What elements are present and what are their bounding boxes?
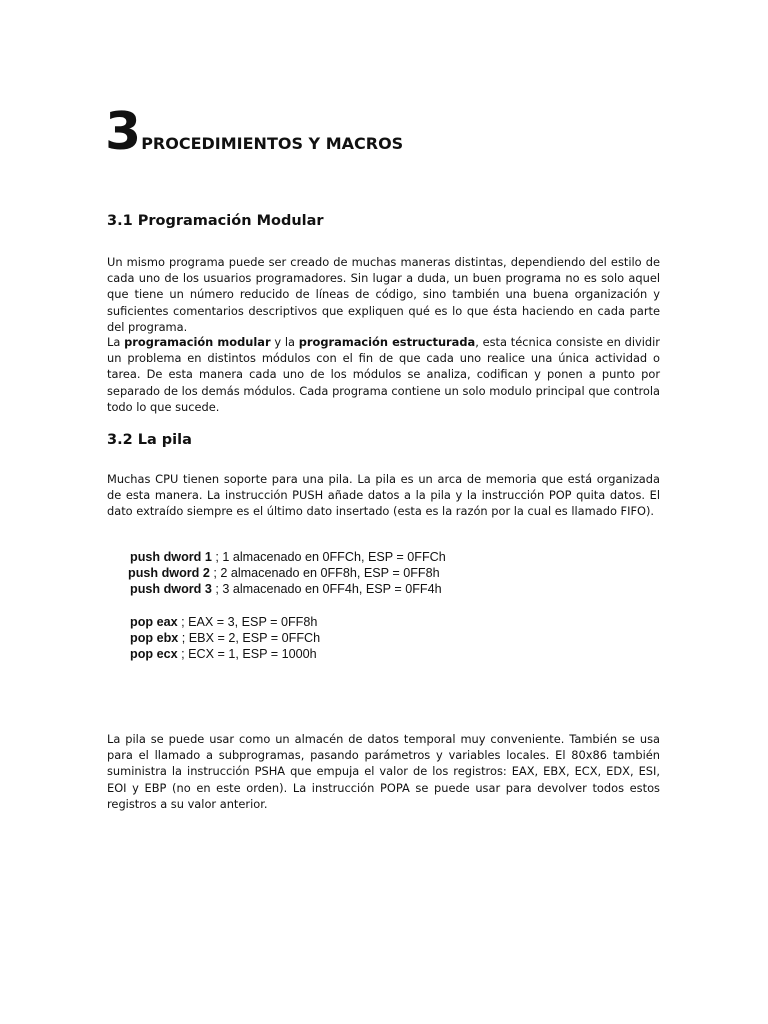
code-instruction: pop ecx (130, 647, 178, 662)
section-heading-3-1: 3.1 Programación Modular (107, 213, 324, 229)
code-comment: ; 2 almacenado en 0FF8h, ESP = 0FF8h (209, 566, 440, 581)
code-comment: ; 3 almacenado en 0FF4h, ESP = 0FF4h (211, 582, 442, 597)
code-line-push-3 (130, 581, 446, 597)
code-line-push-2 (128, 565, 446, 581)
chapter-title: PROCEDIMIENTOS Y MACROS (141, 134, 404, 153)
code-instruction: pop eax (130, 615, 178, 629)
code-comment: ; EBX = 2, ESP = 0FFCh (178, 631, 321, 646)
code-line-pop-1 (130, 614, 320, 630)
text-fragment: , esta técnica consiste en dividir un problema en distintos módulos con el fin de que cada uno realice una única actividad o tarea. De esta manera cada uno de los módulos se analiza, codifican y ponen a punto por separado de los demás módulos. Cada programa contiene un solo modulo principal que controla todo lo que sucede. (107, 335, 660, 414)
code-instruction: push dword 1 (130, 550, 212, 564)
chapter-heading (105, 100, 403, 164)
text-fragment: La (107, 335, 125, 349)
push-code-block (130, 549, 446, 598)
bold-term-structured: programación estructurada (298, 335, 476, 349)
pop-code-block (130, 614, 320, 663)
code-instruction: push dword 2 (128, 566, 210, 581)
code-comment: ; ECX = 1, ESP = 1000h (177, 647, 317, 662)
code-line-push-1 (130, 549, 446, 565)
paragraph-stack-usage: La pila se puede usar como un almacén de datos temporal muy conveniente. También se usa para el llamado a subprogramas, pasando parámetros y variables locales. El 80x86 también suministra la instrucción PSHA que empuja el valor de los registros: EAX, EBX, ECX, EDX, ESI, EOI y EBP (no en este orden). La instrucción POPA se puede usar para devolver todos estos registros a su valor anterior. (107, 732, 660, 811)
code-line-pop-2 (130, 630, 320, 646)
paragraph-modular-definition (107, 334, 660, 415)
code-instruction: push dword 3 (130, 582, 212, 597)
chapter-number: 3 (105, 102, 141, 162)
paragraph-stack-intro: Muchas CPU tienen soporte para una pila. La pila es un arca de memoria que está organizada de esta manera. La instrucción PUSH añade datos a la pila y la instrucción POP quita datos. El dato extraído siempre es el último dato insertado (esta es la razón por la cual es llamado FIFO). (107, 472, 660, 519)
code-line-pop-3 (130, 646, 320, 662)
text-fragment: y la (270, 335, 299, 349)
paragraph-modular-intro: Un mismo programa puede ser creado de muchas maneras distintas, dependiendo del estilo de cada uno de los usuarios programadores. Sin lugar a duda, un buen programa no es solo aquel que tiene un número reducido de líneas de código, sino también una buena organización y suficientes comentarios descriptivos que expliquen qué es lo que ésta haciendo en cada parte del programa. (107, 255, 660, 334)
section-heading-3-2: 3.2 La pila (107, 432, 192, 448)
code-comment: ; EAX = 3, ESP = 0FF8h (177, 615, 318, 629)
code-instruction: pop ebx (130, 631, 179, 646)
bold-term-modular: programación modular (124, 335, 271, 349)
code-comment: ; 1 almacenado en 0FFCh, ESP = 0FFCh (211, 550, 446, 564)
